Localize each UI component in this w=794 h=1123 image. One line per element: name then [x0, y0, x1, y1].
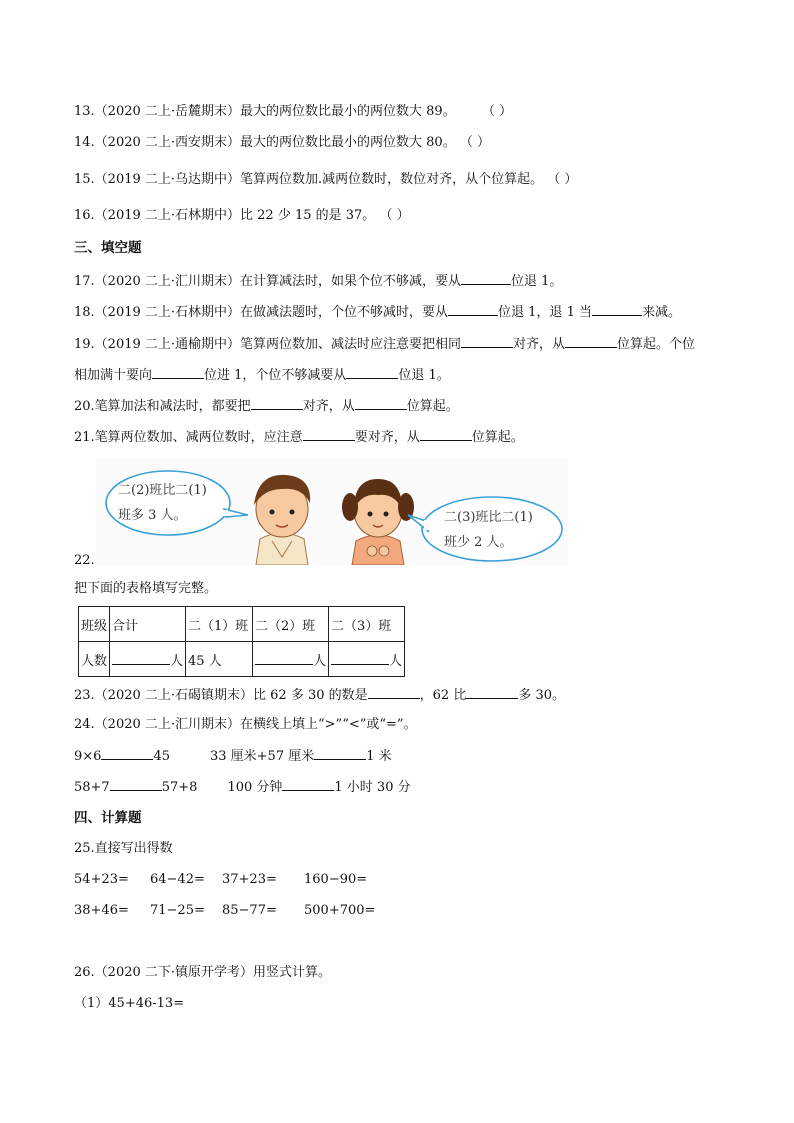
table-header-cell: 二（2）班	[253, 607, 329, 642]
question-16	[74, 206, 410, 226]
question-text: 15.（2019 二上·乌达期中）笔算两位数加.减两位数时，数位对齐，从个位算起。	[74, 172, 544, 187]
expression: 38+46=	[74, 903, 129, 918]
expression: 9×6	[74, 749, 102, 764]
question-25-title: 25.直接写出得数	[74, 841, 173, 856]
answer-blank[interactable]	[420, 426, 472, 441]
question-20	[74, 395, 459, 417]
question-text: 位进 1，个位不够减要从	[204, 368, 347, 383]
question-19-line1	[74, 333, 695, 355]
question-text: 对齐，从	[302, 399, 355, 414]
question-text: 19.（2019 二上·通榆期中）笔算两位数加、减法时应注意要把相同	[74, 337, 462, 352]
table-row	[79, 642, 405, 677]
answer-blank[interactable]	[110, 776, 162, 791]
expression: 57+8	[161, 780, 198, 795]
answer-blank[interactable]	[303, 426, 355, 441]
expression: 71−25=	[150, 903, 205, 918]
answer-blank[interactable]	[355, 395, 407, 410]
question-24-row2	[74, 776, 411, 798]
question-text: 23.（2020 二上·石碣镇期末）比 62 多 30 的数是	[74, 688, 368, 703]
expression: 37+23=	[222, 872, 277, 887]
table-cell-class1: 45 人	[186, 642, 253, 677]
question-26-title: 26.（2020 二下·镇原开学考）用竖式计算。	[74, 965, 332, 980]
question-text: 13.（2020 二上·岳麓期末）最大的两位数比最小的两位数大 89。	[74, 104, 456, 119]
question-14	[74, 133, 490, 153]
table-header-cell: 班级	[79, 607, 110, 642]
boy-bubble-line1: 二(2)班比二(1)	[118, 483, 207, 498]
question-text: 16.（2019 二上·石林期中）比 22 少 15 的是 37。	[74, 208, 376, 223]
answer-blank[interactable]	[255, 650, 313, 665]
question-25-row1	[74, 870, 367, 890]
question-23	[74, 684, 565, 706]
question-text: 位算起。个位	[617, 337, 696, 352]
question-text: 位退 1。	[511, 274, 563, 289]
question-13	[74, 102, 512, 122]
unit-label: 人	[389, 653, 403, 669]
question-18	[74, 301, 681, 323]
table-row-label: 人数	[79, 642, 110, 677]
expression: 500+700=	[304, 903, 376, 918]
answer-blank[interactable]	[101, 745, 153, 760]
expression: 64−42=	[150, 872, 205, 887]
question-24-row1	[74, 745, 392, 767]
question-text: 位算起。	[406, 399, 459, 414]
table-cell-class2	[253, 642, 329, 677]
question-24-title: 24.（2020 二上·汇川期末）在横线上填上“>”“<”或“=”。	[74, 717, 417, 732]
expression: 160−90=	[304, 872, 368, 887]
unit-label: 人	[170, 653, 184, 669]
expression: 33 厘米+57 厘米	[209, 749, 315, 764]
unit-label: 人	[313, 653, 327, 669]
table-cell-total	[110, 642, 186, 677]
question-text: 位退 1，退 1 当	[498, 305, 592, 320]
answer-blank[interactable]	[448, 301, 498, 316]
question-text: 位算起。	[471, 430, 524, 445]
question-25-row2	[74, 901, 375, 921]
table-header-cell: 二（3）班	[329, 607, 405, 642]
answer-blank[interactable]	[461, 270, 511, 285]
question-22-number: 22.	[74, 553, 95, 568]
expression: 85−77=	[222, 903, 277, 918]
table-cell-class3	[329, 642, 405, 677]
answer-blank[interactable]	[152, 364, 204, 379]
answer-blank[interactable]	[112, 650, 170, 665]
illustration-children-speaking	[96, 457, 568, 565]
table-header-cell: 二（1）班	[186, 607, 253, 642]
answer-paren[interactable]: （ ）	[547, 172, 578, 187]
class-count-table	[78, 606, 405, 677]
expression: 100 分钟	[227, 780, 283, 795]
boy-figure	[254, 475, 310, 565]
answer-blank[interactable]	[282, 776, 334, 791]
answer-blank[interactable]	[346, 364, 398, 379]
question-26-item-1: （1）45+46-13=	[74, 996, 185, 1011]
answer-blank[interactable]	[314, 745, 366, 760]
expression: 58+7	[74, 780, 110, 795]
question-text: 位退 1。	[398, 368, 450, 383]
question-19-line2	[74, 364, 450, 386]
question-22-instruction: 把下面的表格填写完整。	[74, 581, 218, 596]
answer-blank[interactable]	[565, 333, 617, 348]
answer-paren[interactable]: （ ）	[481, 104, 513, 119]
answer-blank[interactable]	[368, 684, 420, 699]
table-header-row	[79, 607, 405, 642]
expression: 45	[153, 749, 170, 764]
boy-bubble-line2: 班多 3 人。	[118, 508, 187, 523]
girl-bubble-line1: 二(3)班比二(1)	[444, 510, 533, 525]
table-header-cell: 合计	[110, 607, 186, 642]
question-text: 多 30。	[518, 688, 566, 703]
girl-bubble-line2: 班少 2 人。	[444, 535, 513, 550]
answer-blank[interactable]	[592, 301, 642, 316]
question-text: 相加满十要向	[74, 368, 153, 383]
question-text: 要对齐，从	[354, 430, 420, 445]
question-17	[74, 270, 562, 292]
question-text: 21.笔算两位数加、减两位数时，应注意	[74, 430, 303, 445]
expression: 1 米	[366, 749, 392, 764]
answer-blank[interactable]	[251, 395, 303, 410]
section-heading-fill-blank: 三、填空题	[74, 240, 142, 256]
question-text: 17.（2020 二上·汇川期末）在计算减法时，如果个位不够减，要从	[74, 274, 462, 289]
question-text: 对齐，从	[513, 337, 566, 352]
answer-blank[interactable]	[331, 650, 389, 665]
answer-paren[interactable]: （ ）	[379, 208, 410, 223]
answer-blank[interactable]	[461, 333, 513, 348]
answer-blank[interactable]	[466, 684, 518, 699]
question-15	[74, 170, 577, 190]
question-text: ，62 比	[419, 688, 467, 703]
question-text: 20.笔算加法和减法时，都要把	[74, 399, 251, 414]
expression: 54+23=	[74, 872, 129, 887]
question-text: 14.（2020 二上·西安期末）最大的两位数比最小的两位数大 80。	[74, 135, 456, 150]
expression: 1 小时 30 分	[334, 780, 411, 795]
section-heading-calculation: 四、计算题	[74, 810, 142, 826]
question-text: 来减。	[641, 305, 681, 320]
question-text: 18.（2019 二上·石林期中）在做减法题时，个位不够减时，要从	[74, 305, 449, 320]
question-21	[74, 426, 524, 448]
answer-paren[interactable]: （ ）	[459, 135, 490, 150]
